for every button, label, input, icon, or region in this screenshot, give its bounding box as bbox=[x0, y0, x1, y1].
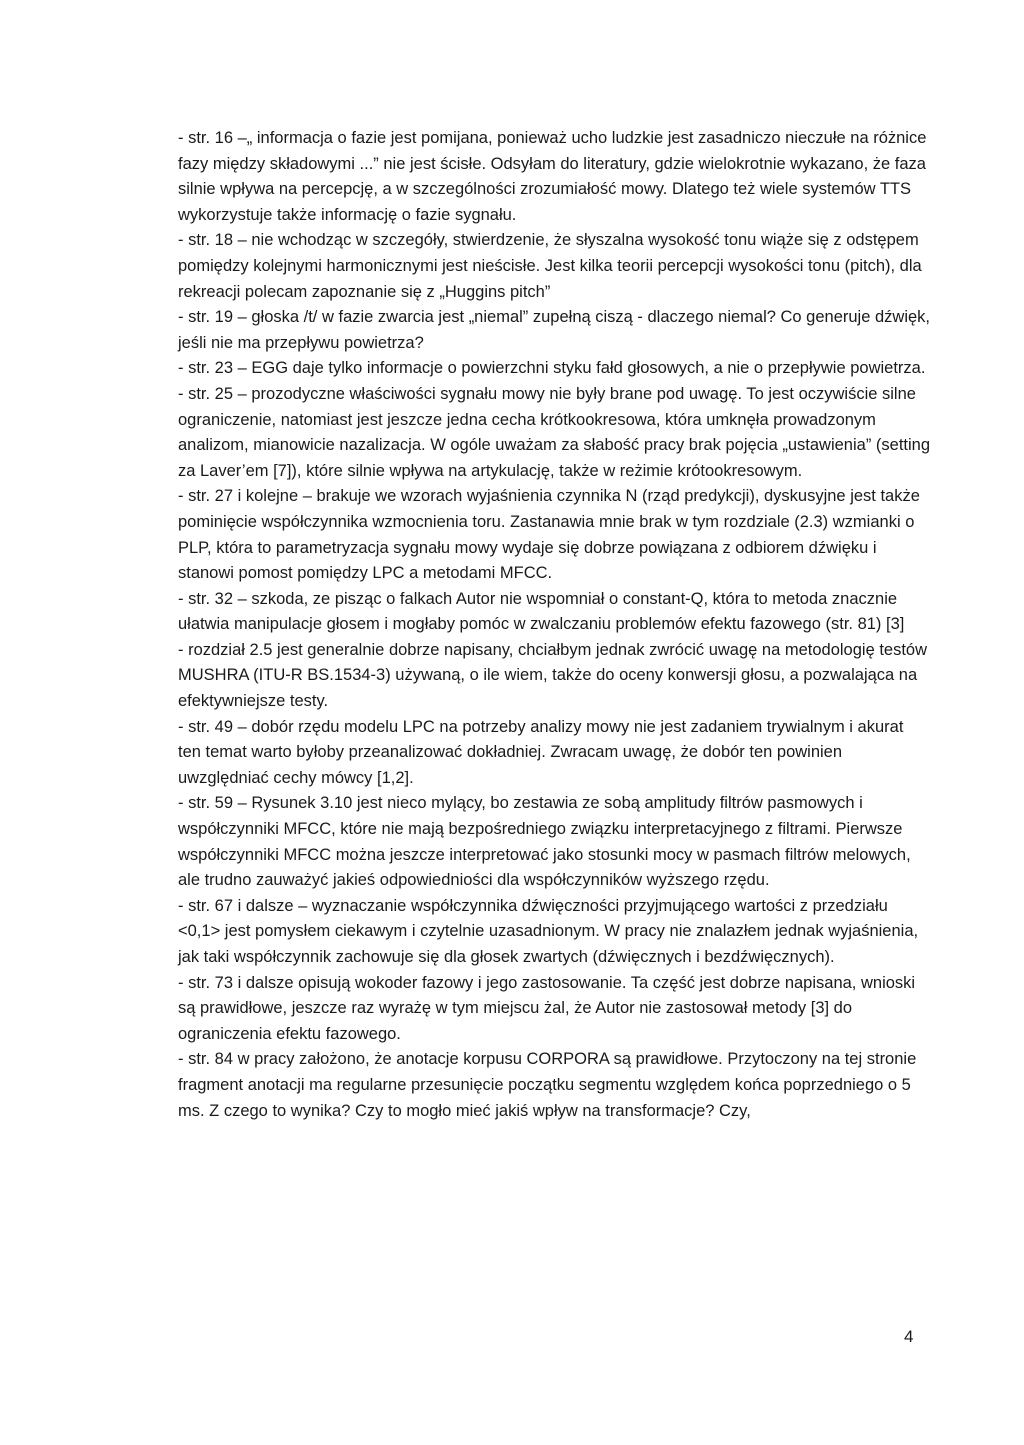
comment-paragraph-p23: - str. 23 – EGG daje tylko informacje o powierzchni styku fałd głosowych, a nie o przepływie powietrza. bbox=[178, 359, 926, 378]
page-number: 4 bbox=[904, 1327, 914, 1346]
comment-paragraph-p18: - str. 18 – nie wchodząc w szczegóły, stwierdzenie, że słyszalna wysokość tonu wiąże się z odstępem pomiędzy kolejnymi harmonicznymi jest nieścisłe. Jest kilka teorii percepcji wysokości tonu (pitch), dla rekreacji polecam zapoznanie się z „Huggins pitch” bbox=[178, 231, 922, 301]
comment-paragraph-p49: - str. 49 – dobór rzędu modelu LPC na potrzeby analizy mowy nie jest zadaniem trywialnym i akurat ten temat warto byłoby przeanalizować dokładniej. Zwracam uwagę, że dobór ten powinien uwzględniać cechy mówcy [1,2]. bbox=[178, 717, 904, 787]
comment-paragraph-ch25: - rozdział 2.5 jest generalnie dobrze napisany, chciałbym jednak zwrócić uwagę na metodologię testów MUSHRA (ITU-R BS.1534-3) używaną, o ile wiem, także do oceny konwersji głosu, a pozwalająca na efektywniejsze testy. bbox=[178, 640, 928, 711]
comment-paragraph-p19: - str. 19 – głoska /t/ w fazie zwarcia jest „niemal” zupełną ciszą - dlaczego niemal? Co generuje dźwięk, jeśli nie ma przepływu powietrza? bbox=[178, 308, 931, 352]
comment-paragraph-p59: - str. 59 – Rysunek 3.10 jest nieco mylący, bo zestawia ze sobą amplitudy filtrów pasmowych i współczynniki MFCC, które nie mają bezpośredniego związku interpretacyjnego z filtrami. Pierwsze współczynniki MFCC można jeszcze interpretować jako stosunki mocy w pasmach filtrów melowych, ale trudno zauważyć jakieś odpowiedniości dla współczynników wyższego rzędu. bbox=[178, 794, 911, 890]
comment-paragraph-p73: - str. 73 i dalsze opisują wokoder fazowy i jego zastosowanie. Ta część jest dobrze napisana, wnioski są prawidłowe, jeszcze raz wyrażę w tym miejscu żal, że Autor nie zastosował metody [3] do ograniczenia efektu fazowego. bbox=[178, 973, 916, 1043]
comment-paragraph-p25: - str. 25 – prozodyczne właściwości sygnału mowy nie były brane pod uwagę. To jest oczywiście silne ograniczenie, natomiast jest jeszcze jedna cecha krótkookresowa, która umknęła prowadzonym analizom, mianowicie nazalizacja. W ogóle uważam za słabość pracy brak pojęcia „ustawienia” (setting za Laver’em [7]), które silnie wpływa na artykulację, także w reżimie krótookresowym. bbox=[178, 384, 931, 480]
comment-paragraph-p16: - str. 16 –„ informacja o fazie jest pomijana, ponieważ ucho ludzkie jest zasadniczo nieczułe na różnice fazy między składowymi ...” nie jest ścisłe. Odsyłam do literatury, gdzie wielokrotnie wykazano, że faza silnie wpływa na percepcję, a w szczególności zrozumiałość mowy. Dlatego też wiele systemów TTS wykorzystuje także informację o fazie sygnału. bbox=[178, 129, 927, 224]
comment-paragraph-p27: - str. 27 i kolejne – brakuje we wzorach wyjaśnienia czynnika N (rząd predykcji), dyskusyjne jest także pominięcie współczynnika wzmocnienia toru. Zastanawia mnie brak w tym rozdziale (2.3) wzmianki o PLP, która to parametryzacja sygnału mowy wydaje się dobrze powiązana z odbiorem dźwięku i stanowi pomost pomiędzy LPC a metodami MFCC. bbox=[178, 487, 920, 583]
comment-paragraph-p32: - str. 32 – szkoda, ze pisząc o falkach Autor nie wspomniał o constant-Q, która to metoda znacznie ułatwia manipulacje głosem i mogłaby pomóc w zwalczaniu problemów efektu fazowego (str. 81) [3] bbox=[178, 589, 905, 634]
review-comments-body bbox=[178, 126, 930, 1124]
comment-paragraph-p67: - str. 67 i dalsze – wyznaczanie współczynnika dźwięczności przyjmującego wartości z przedziału <0,1> jest pomysłem ciekawym i czytelnie uzasadnionym. W pracy nie znalazłem jednak wyjaśnienia, jak taki współczynnik zachowuje się dla głosek zwartych (dźwięcznych i bezdźwięcznych). bbox=[178, 896, 919, 966]
comment-paragraph-p84: - str. 84 w pracy założono, że anotacje korpusu CORPORA są prawidłowe. Przytoczony na tej stronie fragment anotacji ma regularne przesunięcie początku segmentu względem końca poprzedniego o 5 ms. Z czego to wynika? Czy to mogło mieć jakiś wpływ na transformacje? Czy, bbox=[178, 1050, 917, 1120]
